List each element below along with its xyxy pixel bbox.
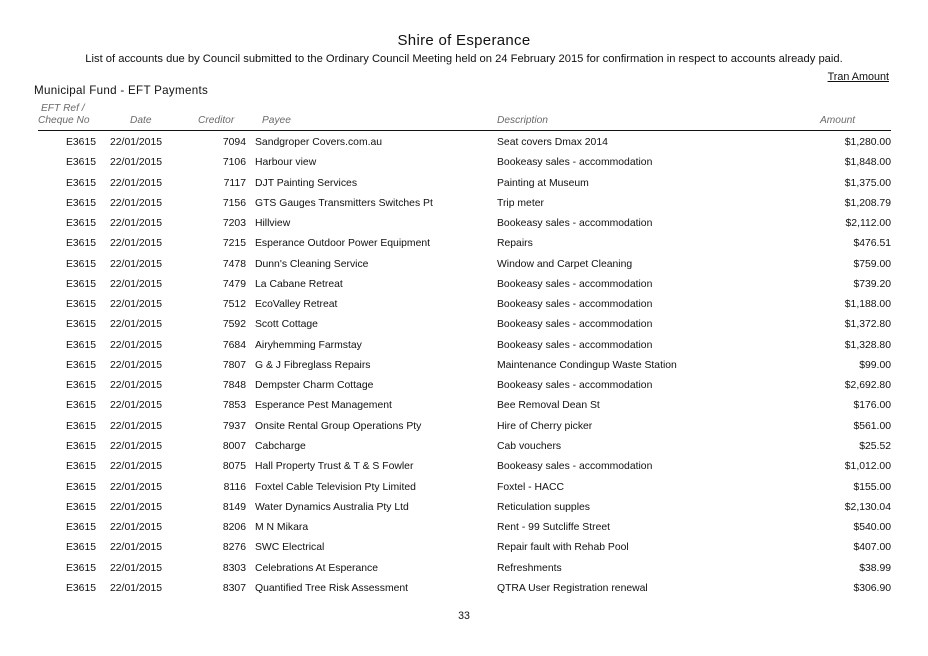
cell-amount: $1,012.00 (844, 461, 891, 473)
cell-date: 22/01/2015 (110, 501, 163, 513)
table-row (0, 355, 928, 375)
cell-date: 22/01/2015 (110, 339, 163, 351)
cell-creditor: 7512 (222, 299, 246, 311)
cell-date: 22/01/2015 (110, 177, 163, 189)
cell-ref: E3615 (65, 359, 96, 371)
table-row (0, 578, 928, 598)
cell-date: 22/01/2015 (110, 481, 163, 493)
cell-description: Bee Removal Dean St (497, 400, 600, 412)
cell-date: 22/01/2015 (110, 582, 163, 594)
cell-ref: E3615 (65, 542, 96, 554)
cell-amount: $2,130.04 (844, 501, 891, 513)
cell-amount: $176.00 (853, 400, 891, 412)
cell-ref: E3615 (65, 400, 96, 412)
cell-amount: $2,112.00 (845, 218, 891, 230)
cell-creditor: 8307 (222, 582, 246, 594)
cell-creditor: 7215 (222, 238, 246, 250)
cell-payee: Scott Cottage (255, 319, 318, 331)
cell-description: Trip meter (497, 197, 544, 209)
cell-payee: Foxtel Cable Television Pty Limited (255, 481, 416, 493)
cell-creditor: 7592 (222, 319, 246, 331)
cell-payee: Hillview (255, 218, 291, 230)
cell-amount: $1,848.00 (844, 157, 891, 169)
cell-description: Foxtel - HACC (497, 481, 564, 493)
cell-creditor: 8007 (222, 440, 246, 452)
header-divider (38, 130, 891, 131)
cell-description: Refreshments (497, 562, 562, 574)
column-header-creditor: Creditor (198, 115, 235, 126)
cell-description: Repairs (497, 238, 533, 250)
cell-description: Window and Carpet Cleaning (497, 258, 633, 270)
cell-creditor: 7478 (222, 258, 246, 270)
cell-payee: Cabcharge (255, 440, 306, 452)
cell-amount: $1,372.80 (844, 319, 891, 331)
cell-description: Bookeasy sales - accommodation (497, 319, 653, 331)
cell-date: 22/01/2015 (110, 218, 163, 230)
document-title: Shire of Esperance (397, 32, 531, 49)
cell-payee: Sandgroper Covers.com.au (255, 137, 383, 148)
cell-amount: $1,188.00 (844, 299, 891, 311)
cell-creditor: 7937 (222, 420, 246, 432)
cell-ref: E3615 (65, 258, 96, 270)
cell-amount: $1,328.80 (844, 339, 891, 351)
cell-date: 22/01/2015 (110, 461, 163, 473)
section-heading: Municipal Fund - EFT Payments (34, 84, 209, 97)
cell-description: Bookeasy sales - accommodation (497, 339, 653, 351)
table-row (0, 456, 928, 476)
table-row (0, 132, 928, 152)
tran-amount-label: Tran Amount (827, 71, 889, 83)
table-row (0, 254, 928, 274)
page-number: 33 (458, 610, 470, 622)
cell-ref: E3615 (65, 177, 96, 189)
cell-payee: GTS Gauges Transmitters Switches Pt (255, 197, 433, 209)
cell-creditor: 8149 (222, 501, 246, 513)
cell-description: Bookeasy sales - accommodation (497, 278, 653, 290)
cell-payee: Hall Property Trust & T & S Fowler (255, 461, 414, 473)
cell-description: Bookeasy sales - accommodation (497, 218, 653, 230)
cell-payee: Quantified Tree Risk Assessment (255, 582, 409, 594)
table-row (0, 233, 928, 253)
cell-date: 22/01/2015 (110, 197, 163, 209)
cell-creditor: 7203 (222, 218, 246, 230)
cell-date: 22/01/2015 (110, 157, 163, 169)
cell-payee: Esperance Outdoor Power Equipment (255, 238, 431, 250)
cell-ref: E3615 (65, 380, 96, 392)
cell-date: 22/01/2015 (110, 238, 163, 250)
cell-description: Hire of Cherry picker (497, 420, 593, 432)
cell-amount: $155.00 (853, 481, 891, 493)
cell-amount: $407.00 (853, 542, 891, 554)
cell-payee: Airyhemming Farmstay (255, 339, 362, 351)
table-row (0, 517, 928, 537)
cell-creditor: 7106 (222, 157, 246, 169)
cell-amount: $1,375.00 (844, 177, 891, 189)
cell-description: Reticulation supples (497, 501, 590, 513)
cell-creditor: 7684 (222, 339, 246, 351)
cell-date: 22/01/2015 (110, 440, 163, 452)
cell-ref: E3615 (65, 197, 96, 209)
cell-ref: E3615 (65, 481, 96, 493)
cell-payee: Esperance Pest Management (255, 400, 392, 412)
table-row (0, 274, 928, 294)
cell-amount: $1,280.00 (844, 137, 891, 148)
payments-table-body (0, 132, 928, 598)
cell-description: Maintenance Condingup Waste Station (497, 359, 677, 371)
cell-amount: $540.00 (853, 522, 891, 534)
table-row (0, 152, 928, 172)
cell-ref: E3615 (65, 562, 96, 574)
column-header-amount: Amount (820, 115, 856, 126)
cell-amount: $38.99 (859, 562, 891, 574)
cell-creditor: 7156 (222, 197, 246, 209)
cell-date: 22/01/2015 (110, 258, 163, 270)
cell-ref: E3615 (65, 278, 96, 290)
cell-payee: SWC Electrical (255, 542, 325, 554)
cell-creditor: 8206 (222, 522, 246, 534)
table-row (0, 375, 928, 395)
cell-ref: E3615 (65, 420, 96, 432)
table-row (0, 477, 928, 497)
cell-ref: E3615 (65, 238, 96, 250)
cell-date: 22/01/2015 (110, 137, 163, 148)
cell-ref: E3615 (65, 299, 96, 311)
table-row (0, 558, 928, 578)
cell-payee: G & J Fibreglass Repairs (255, 359, 371, 371)
cell-payee: DJT Painting Services (255, 177, 358, 189)
cell-description: Seat covers Dmax 2014 (497, 137, 608, 148)
cell-description: Bookeasy sales - accommodation (497, 157, 653, 169)
cell-description: Bookeasy sales - accommodation (497, 461, 653, 473)
cell-creditor: 8075 (222, 461, 246, 473)
cell-creditor: 7853 (222, 400, 246, 412)
table-row (0, 436, 928, 456)
cell-creditor: 7479 (222, 278, 246, 290)
cell-date: 22/01/2015 (110, 542, 163, 554)
cell-ref: E3615 (65, 522, 96, 534)
cell-description: Painting at Museum (497, 177, 589, 189)
cell-description: Bookeasy sales - accommodation (497, 380, 653, 392)
cell-payee: La Cabane Retreat (255, 278, 343, 290)
cell-ref: E3615 (65, 582, 96, 594)
table-row (0, 416, 928, 436)
table-row (0, 193, 928, 213)
cell-date: 22/01/2015 (110, 380, 163, 392)
cell-amount: $25.52 (859, 440, 891, 452)
cell-description: QTRA User Registration renewal (497, 582, 648, 594)
cell-amount: $306.90 (853, 582, 891, 594)
cell-creditor: 7094 (222, 137, 246, 148)
cell-creditor: 8116 (223, 481, 246, 493)
cell-description: Repair fault with Rehab Pool (497, 542, 629, 554)
cell-date: 22/01/2015 (110, 522, 163, 534)
cell-amount: $759.00 (853, 258, 891, 270)
cell-payee: EcoValley Retreat (255, 299, 338, 311)
column-header-ref-line2: Cheque No (38, 115, 90, 126)
table-row (0, 173, 928, 193)
cell-payee: Dempster Charm Cottage (255, 380, 374, 392)
column-header-payee: Payee (262, 115, 291, 126)
cell-creditor: 7848 (222, 380, 246, 392)
table-row (0, 213, 928, 233)
table-row (0, 335, 928, 355)
cell-date: 22/01/2015 (110, 299, 163, 311)
cell-date: 22/01/2015 (110, 420, 163, 432)
cell-ref: E3615 (65, 157, 96, 169)
cell-amount: $99.00 (859, 359, 891, 371)
table-row (0, 537, 928, 557)
cell-description: Cab vouchers (497, 440, 562, 452)
cell-amount: $561.00 (853, 420, 891, 432)
table-row (0, 294, 928, 314)
cell-ref: E3615 (65, 440, 96, 452)
cell-payee: Dunn's Cleaning Service (255, 258, 369, 270)
cell-amount: $739.20 (853, 278, 891, 290)
column-header-date: Date (130, 115, 152, 126)
table-row (0, 314, 928, 334)
cell-amount: $1,208.79 (844, 197, 891, 209)
cell-ref: E3615 (65, 461, 96, 473)
cell-payee: Celebrations At Esperance (255, 562, 379, 574)
cell-creditor: 7807 (222, 359, 246, 371)
column-header-ref-line1: EFT Ref / (41, 103, 85, 114)
column-header-description: Description (497, 115, 548, 126)
cell-date: 22/01/2015 (110, 319, 163, 331)
cell-ref: E3615 (65, 501, 96, 513)
document-subtitle: List of accounts due by Council submitted to the Ordinary Council Meeting held on 24 February 2015 for confirmation in respect to accounts already paid. (85, 53, 843, 65)
cell-amount: $2,692.80 (844, 380, 891, 392)
cell-payee: Onsite Rental Group Operations Pty (255, 420, 422, 432)
cell-payee: M N Mikara (255, 522, 309, 534)
cell-payee: Water Dynamics Australia Pty Ltd (255, 501, 409, 513)
cell-creditor: 8276 (222, 542, 246, 554)
cell-description: Rent - 99 Sutcliffe Street (497, 522, 611, 534)
cell-ref: E3615 (65, 218, 96, 230)
cell-ref: E3615 (65, 137, 96, 148)
cell-ref: E3615 (65, 319, 96, 331)
cell-date: 22/01/2015 (110, 359, 163, 371)
cell-ref: E3615 (65, 339, 96, 351)
cell-amount: $476.51 (853, 238, 891, 250)
cell-description: Bookeasy sales - accommodation (497, 299, 653, 311)
cell-date: 22/01/2015 (110, 400, 163, 412)
table-row (0, 497, 928, 517)
cell-date: 22/01/2015 (110, 562, 163, 574)
cell-creditor: 8303 (222, 562, 246, 574)
cell-date: 22/01/2015 (110, 278, 163, 290)
cell-payee: Harbour view (255, 157, 317, 169)
table-row (0, 395, 928, 415)
cell-creditor: 7117 (223, 177, 246, 189)
